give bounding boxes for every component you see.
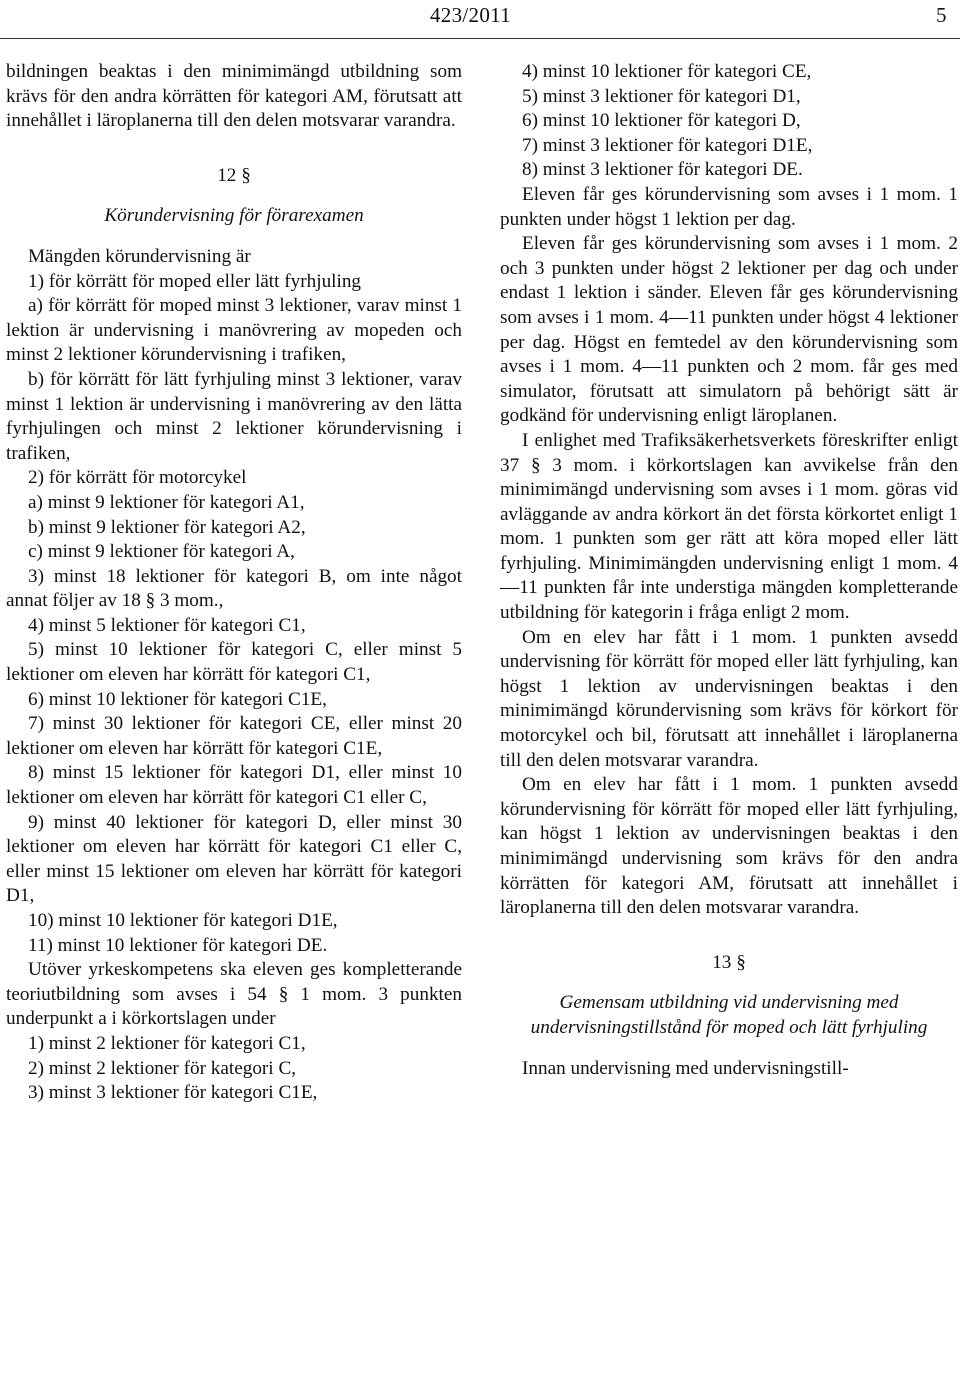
right-column — [500, 60, 958, 1081]
list-item: 4) minst 5 lektioner för kategori C1, — [28, 614, 306, 636]
list-item: c) minst 9 lektioner för kategori A, — [28, 541, 295, 563]
list-item: 1) minst 2 lektioner för kategori C1, — [28, 1032, 306, 1054]
spacer — [6, 188, 462, 204]
section-13-title: Gemensam utbildning vid undervisning med undervisningstillstånd för moped och lätt fyrhjuling — [530, 992, 928, 1038]
list-item: a) för körrätt för moped minst 3 lektioner, varav minst 1 lektion är undervisning i manövrering av mopeden och minst 2 lektioner körundervisning i trafiken, — [6, 295, 462, 366]
list-item: 7) minst 30 lektioner för kategori CE, eller minst 20 lektioner om eleven har körrätt för kategori C1E, — [6, 713, 462, 759]
list-item: 1) för körrätt för moped eller lätt fyrhjuling — [28, 270, 362, 292]
page-number: 5 — [936, 3, 947, 27]
list-item: 4) minst 10 lektioner för kategori CE, — [522, 61, 812, 82]
list-item: 11) minst 10 lektioner för kategori DE. — [28, 934, 328, 956]
paragraph: Mängden körundervisning är — [28, 245, 251, 267]
spacer — [6, 134, 462, 164]
list-item: 10) minst 10 lektioner för kategori D1E, — [28, 910, 338, 931]
paragraph: Om en elev har fått i 1 mom. 1 punkten avsedd körundervisning för körrätt för moped eller lätt fyrhjuling, kan högst 1 lektion av undervisningen beaktas i den minimimängd undervisning som krävs för den andra körrätten för kategori AM, förutsatt att innehållet i läroplanerna till den delen motsvarar varandra. — [500, 774, 958, 919]
paragraph: Eleven får ges körundervisning som avses i 1 mom. 1 punkten under högst 1 lektion per dag. — [500, 183, 958, 230]
page-header — [0, 0, 960, 52]
list-item: 5) minst 10 lektioner för kategori C, eller minst 5 lektioner om eleven har körrätt för kategori C1, — [6, 639, 462, 686]
list-item: 2) minst 2 lektioner för kategori C, — [28, 1057, 297, 1079]
list-item: 5) minst 3 lektioner för kategori D1, — [522, 85, 801, 107]
list-item: a) minst 9 lektioner för kategori A1, — [28, 491, 305, 513]
paragraph: Utöver yrkeskompetens ska eleven ges kompletterande teoriutbildning som avses i 54 § 1 mom. 3 punkten underpunkt a i körkortslagen under — [6, 959, 462, 1030]
list-item: b) minst 9 lektioner för kategori A2, — [28, 516, 306, 538]
list-item: 2) för körrätt för motorcykel — [28, 467, 247, 489]
list-item: 8) minst 15 lektioner för kategori D1, eller minst 10 lektioner om eleven har körrätt för kategori C1 eller C, — [6, 762, 462, 809]
paragraph: Innan undervisning med undervisningstill- — [522, 1057, 849, 1079]
paragraph: I enlighet med Trafiksäkerhetsverkets föreskrifter enligt 37 § 3 mom. i körkortslagen kan avvikelse från den minimimängd undervisning som avses i 1 mom. göras vid avläggande av andra körkort än det första körkortet enligt 1 mom. 1 punkten som ger rätt att köra moped eller lätt fyrhjuling. Minimimängden undervisning enligt 1 mom. 4—11 punkten får inte understiga mängden kompletterande utbildning för kategorin i fråga enligt 2 mom. — [500, 429, 958, 624]
list-item: 3) minst 3 lektioner för kategori C1E, — [28, 1082, 318, 1104]
header-rule — [0, 38, 960, 39]
list-item: 6) minst 10 lektioner för kategori C1E, — [28, 688, 327, 710]
section-12-number: 12 § — [217, 164, 251, 186]
list-item: b) för körrätt för lätt fyrhjuling minst 3 lektioner, varav minst 1 lektion är undervisning i manövrering av den lätta fyrhjulingen och minst 2 lektioner körundervisning i trafiken, — [6, 368, 462, 464]
spacer — [6, 229, 462, 245]
spacer — [500, 1041, 958, 1057]
left-column — [6, 60, 462, 1106]
document-number: 423/2011 — [430, 3, 511, 27]
list-item: 6) minst 10 lektioner för kategori D, — [522, 110, 801, 132]
paragraph: Om en elev har fått i 1 mom. 1 punkten avsedd undervisning för körrätt för moped eller lätt fyrhjuling, kan högst 1 lektion av undervisningen beaktas i den minimimängd körundervisning som krävs för körkort för motorcykel och bil, förutsatt att innehållet i läroplanerna till den delen motsvarar varandra. — [500, 626, 958, 771]
list-item: 8) minst 3 lektioner för kategori DE. — [522, 159, 803, 181]
section-12-title: Körundervisning för förarexamen — [104, 205, 364, 227]
list-item: 3) minst 18 lektioner för kategori B, om inte något annat följer av 18 § 3 mom., — [6, 565, 462, 612]
list-item: 9) minst 40 lektioner för kategori D, eller minst 30 lektioner om eleven har körrätt för kategori C1 eller C, eller minst 15 lektioner om eleven har körrätt för kategori D1, — [6, 811, 462, 907]
section-13-number: 13 § — [712, 951, 746, 973]
paragraph: Eleven får ges körundervisning som avses i 1 mom. 2 och 3 punkten under högst 2 lektioner per dag och under endast 1 lektion i sänder. Eleven får ges körundervisning som avses i 1 mom. 4—11 punkten under högst 4 lektioner per dag. Högst en femtedel av den körundervisning som avses i 1 mom. 4—11 punkten och 2 mom. får ges med simulator, förutsatt att simulatorn på behörigt sätt är godkänd för undervisning enligt läroplanen. — [500, 233, 958, 427]
spacer — [500, 975, 958, 991]
paragraph-continuation: bildningen beaktas i den minimimängd utbildning som krävs för den andra körrätten för kategori AM, förutsatt att innehållet i läroplanerna till den delen motsvarar varandra. — [6, 61, 462, 132]
spacer — [500, 921, 958, 951]
list-item: 7) minst 3 lektioner för kategori D1E, — [522, 134, 813, 156]
